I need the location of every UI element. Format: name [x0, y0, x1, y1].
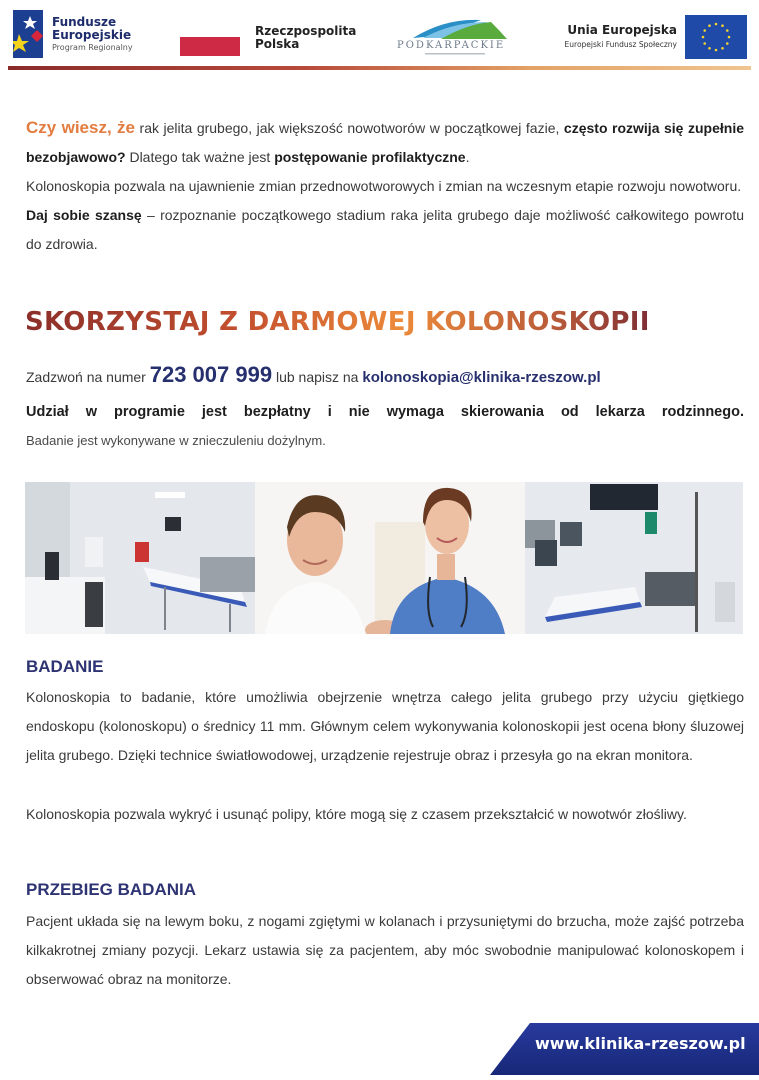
- intro-paragraph-1: [26, 113, 744, 172]
- rzeczpospolita-polska-text: [255, 25, 356, 51]
- fe-line1: Fundusze: [52, 15, 117, 29]
- intro-section: [26, 113, 744, 259]
- patient-and-nurse-photo: [255, 482, 525, 634]
- cta-title: SKORZYSTAJ Z DARMOWEJ KOLONOSKOPII: [25, 307, 650, 337]
- procedure-room-photo: [25, 482, 255, 634]
- podkarpackie-logo: [395, 16, 510, 60]
- intro-lead: Czy wiesz, że: [26, 118, 135, 137]
- phone-number[interactable]: 723 007 999: [149, 362, 273, 387]
- section-heading-badanie: BADANIE: [26, 657, 104, 676]
- eu-line1: Unia Europejska: [567, 23, 677, 37]
- intro-bold: postępowanie profilaktyczne: [274, 149, 466, 165]
- email-link[interactable]: kolonoskopia@klinika-rzeszow.pl: [362, 369, 601, 386]
- fundusze-europejskie-logo: [13, 10, 43, 58]
- sedation-note: Badanie jest wykonywane w znieczuleniu dożylnym.: [26, 433, 326, 448]
- unia-europejska-text: [565, 24, 677, 49]
- fe-line2: Europejskie: [52, 27, 132, 42]
- intro-text: – rozpoznanie początkowego stadium raka jelita grubego daje możliwość całkowitego powrotu do zdrowia.: [26, 207, 745, 252]
- pl-line2: Polska: [255, 37, 300, 52]
- intro-text: rak jelita grubego, jak większość nowotworów w początkowej fazie,: [135, 120, 564, 136]
- eu-line2: Europejski Fundusz Społeczny: [564, 39, 677, 49]
- call-mid: lub napisz na: [272, 369, 363, 385]
- intro-paragraph-2: Kolonoskopia pozwala na ujawnienie zmian przednowotworowych i zmian na wczesnym etapie rozwoju nowotworu.: [26, 178, 742, 194]
- intro-bold: Daj sobie szansę: [26, 207, 142, 223]
- section-heading-przebieg: PRZEBIEG BADANIA: [26, 880, 197, 899]
- photo-strip: [25, 482, 743, 634]
- call-prefix: Zadzwoń na numer: [26, 369, 150, 385]
- polish-flag-icon: [180, 18, 240, 56]
- intro-text: .: [465, 149, 470, 165]
- fe-line3: Program Regionalny: [52, 43, 133, 53]
- fundusze-europejskie-text: [52, 16, 133, 53]
- intro-text: Dlatego tak ważne jest: [125, 149, 275, 165]
- intro-bold: często rozwija się zupełnie bezobjawowo?: [26, 120, 745, 165]
- pl-line1: Rzeczpospolita: [255, 24, 357, 38]
- section-badanie-paragraph-2: Kolonoskopia pozwala wykryć i usunąć polipy, które mogą się z czasem przekształcić w nowotwór złośliwy.: [26, 806, 687, 822]
- eu-flag-icon: [685, 15, 747, 59]
- section-badanie-paragraph-1: Kolonoskopia to badanie, które umożliwia obejrzenie wnętrza całego jelita grubego przy użyciu giętkiego endoskopu (kolonoskopu) o średnicy 11 mm. Głównym celem wykonywania kolonoskopii jest ocena błony śluzowej jelita grubego. Dzięki technice światłowodowej, urządzenie rejestruje obraz i przesyła go na ekran monitora.: [26, 689, 744, 763]
- contact-line: [26, 362, 601, 388]
- logo-header: [0, 0, 759, 70]
- header-divider: [8, 66, 751, 70]
- podkarpackie-name: PODKARPACKIE: [397, 40, 506, 51]
- section-przebieg-paragraph-1: Pacjent układa się na lewym boku, z nogami zgiętymi w kolanach i przysuniętymi do brzucha, może zajść potrzeba kilkakrotnej zmiany pozycji. Lekarz ustawia się za pacjentem, aby móc swobodnie manipulować kolonoskopem i obserwować obraz na monitorze.: [26, 913, 744, 987]
- website-link[interactable]: www.klinika-rzeszow.pl: [535, 1034, 746, 1053]
- equipment-room-photo: [525, 482, 743, 634]
- free-note: Udział w programie jest bezpłatny i nie wymaga skierowania od lekarza rodzinnego.: [26, 404, 744, 420]
- intro-paragraph-3: [26, 201, 744, 259]
